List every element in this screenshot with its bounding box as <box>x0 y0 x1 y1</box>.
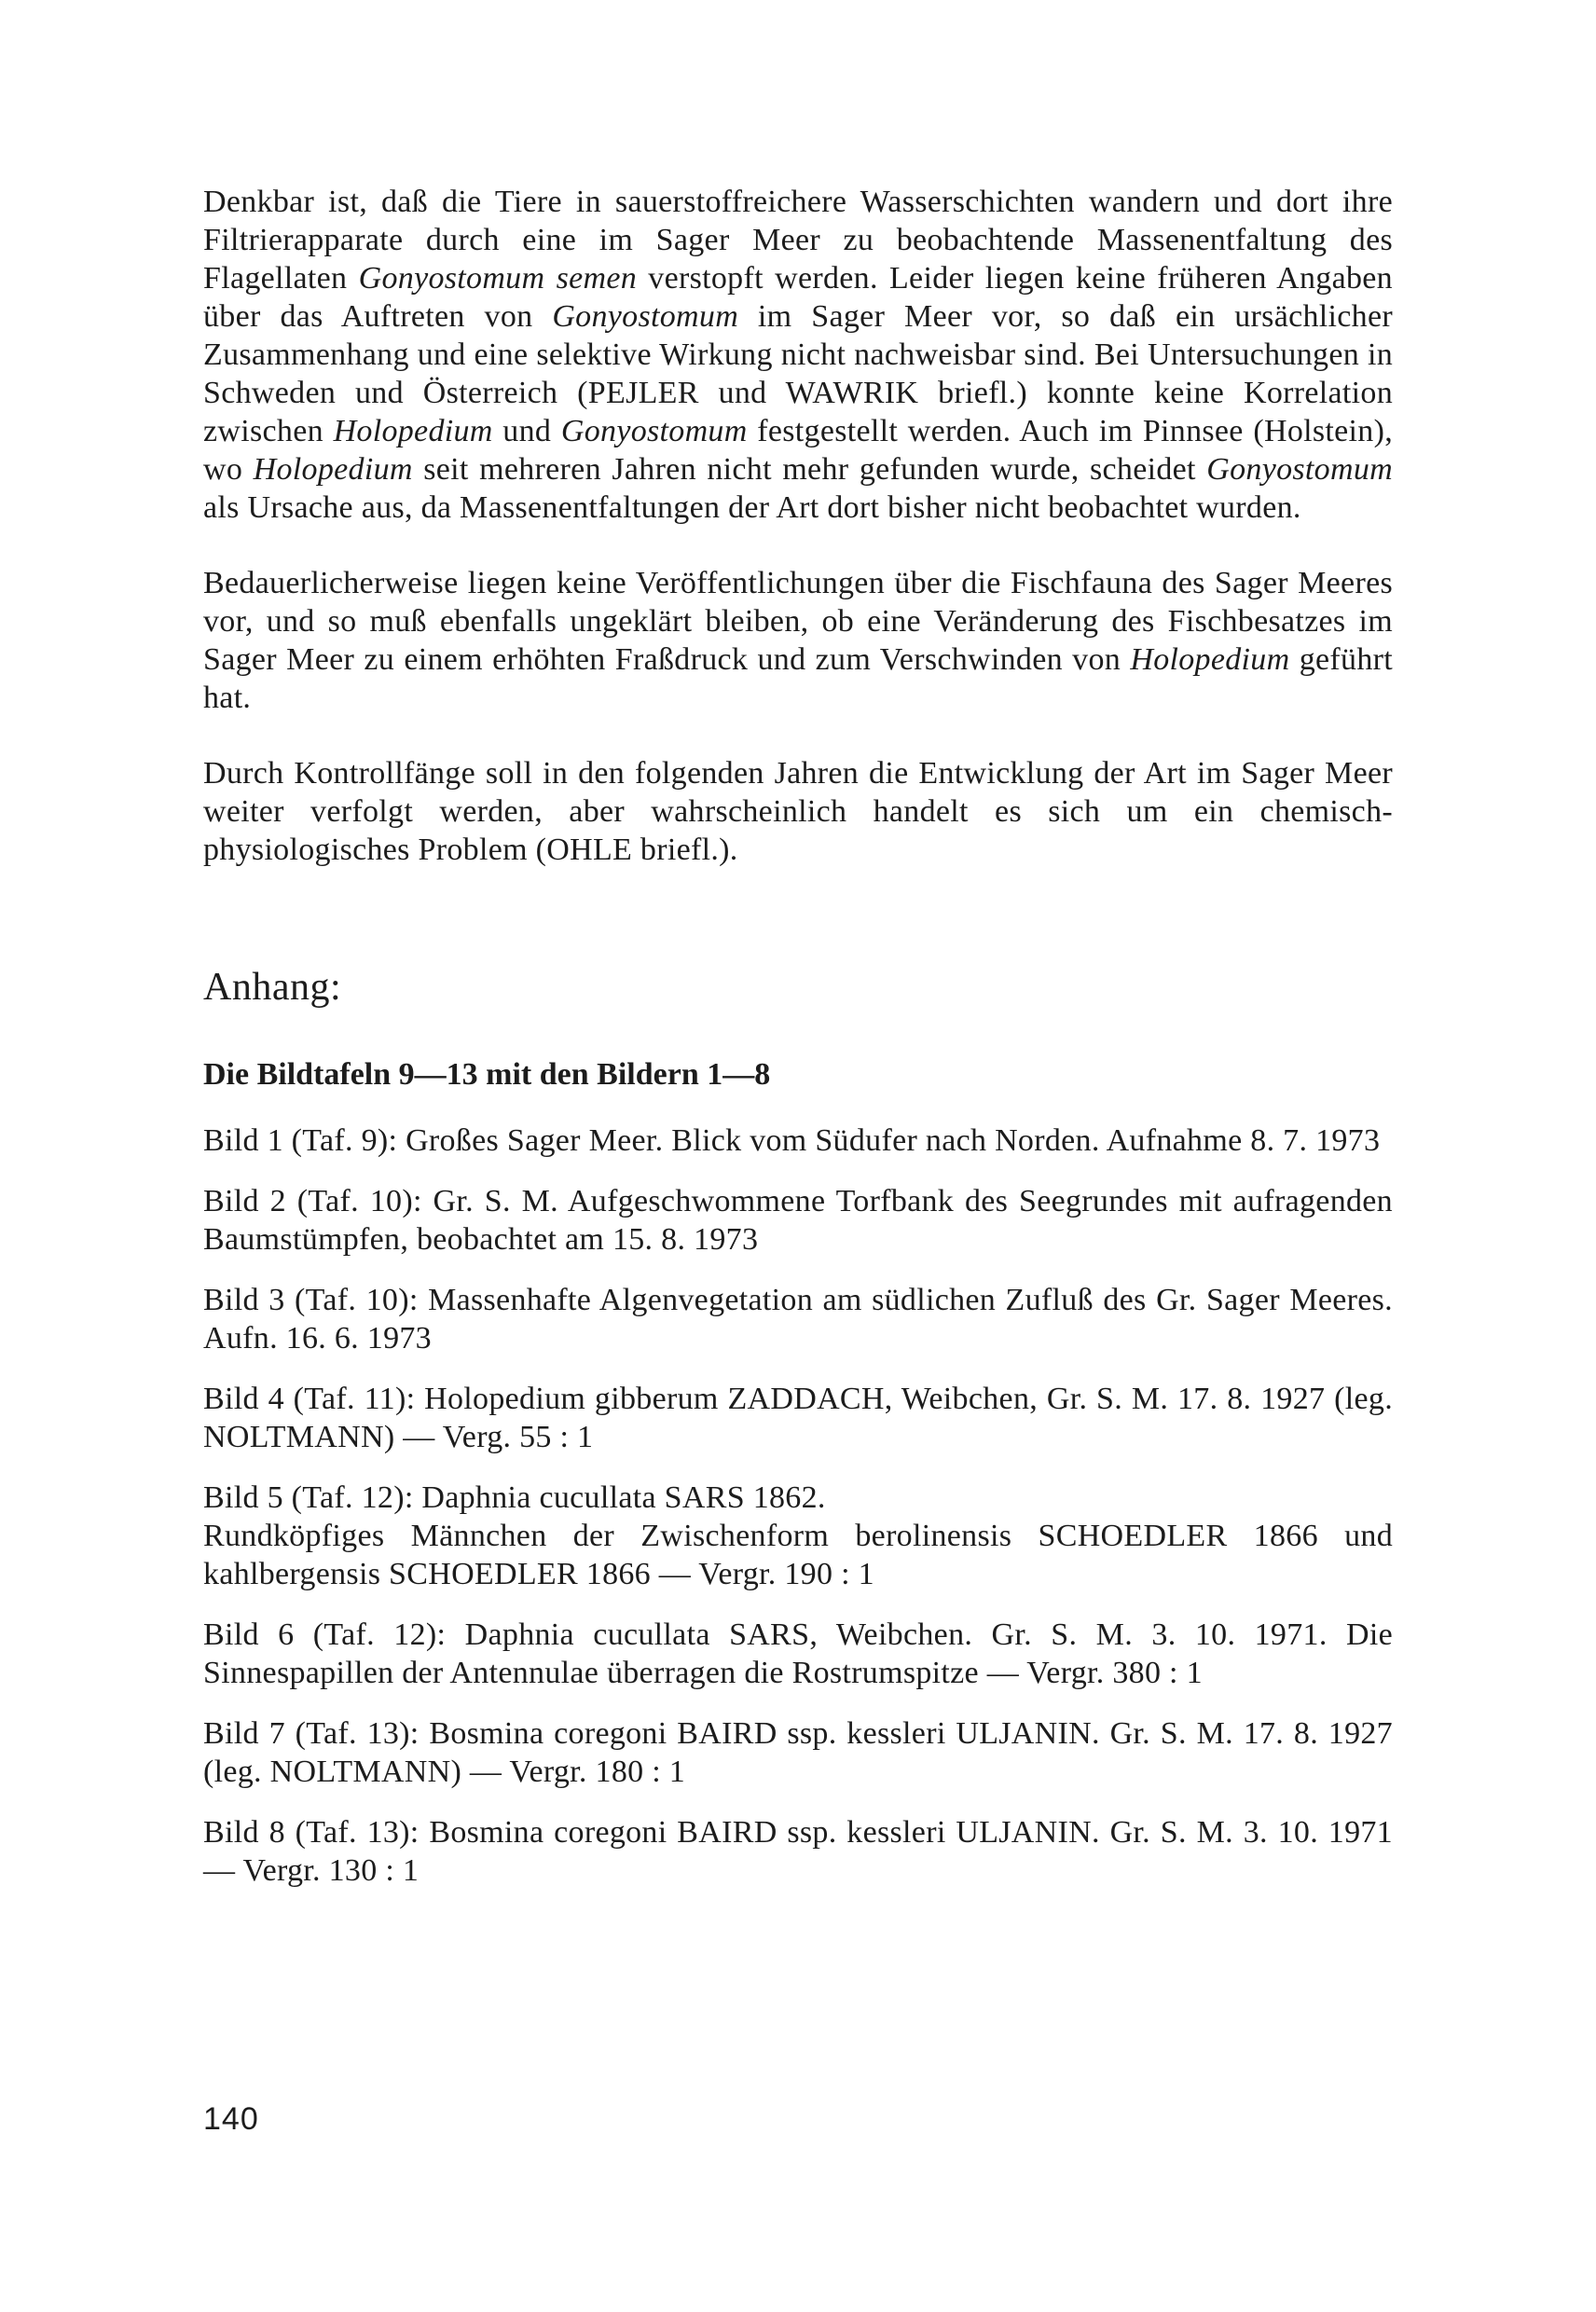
appendix-heading: Anhang: <box>203 966 342 1009</box>
page-content <box>203 183 1393 1912</box>
italic-term: Holopedium <box>1130 642 1290 677</box>
appendix-subheading: Die Bildtafeln 9—13 mit den Bildern 1—8 <box>203 1057 771 1092</box>
paragraph: Durch Kontrollfänge soll in den folgenden Jahren die Entwicklung der Art im Sager Meer weiter verfolgt werden, aber wahrscheinlich handelt es sich um ein chemisch-physiologisches Problem (OHLE briefl.). <box>203 756 1393 867</box>
figure-captions <box>203 1122 1393 1890</box>
figure-caption: Bild 3 (Taf. 10): Massenhafte Algenvegetation am südlichen Zufluß des Gr. Sager Meeres. Aufn. 16. 6. 1973 <box>203 1283 1393 1356</box>
body-text <box>203 183 1393 869</box>
paragraph: Denkbar ist, daß die Tiere in sauerstoffreichere Wasserschichten wandern und dort ihre Filtrierapparate durch eine im Sager Meer zu beobachtende Massenentfaltung des Flagellaten Gonyostomum semen verstopft werden. Leider liegen keine früheren Angaben über das Auftreten von Gonyostomum im Sager Meer vor, so daß ein ursächlicher Zusammenhang und eine selektive Wirkung nicht nachweisbar sind. Bei Untersuchungen in Schweden und Österreich (PEJLER und WAWRIK briefl.) konnte keine Korrelation zwischen Holopedium und Gonyostomum festgestellt werden. Auch im Pinnsee (Holstein), wo Holopedium seit mehreren Jahren nicht mehr gefunden wurde, scheidet Gonyostomum als Ursache aus, da Massenentfaltungen der Art dort bisher nicht beobachtet wurden. <box>203 185 1394 525</box>
italic-term: Holopedium <box>333 414 493 448</box>
figure-caption: Bild 7 (Taf. 13): Bosmina coregoni BAIRD ssp. kessleri ULJANIN. Gr. S. M. 17. 8. 1927 (leg. NOLTMANN) — Vergr. 180 : 1 <box>203 1716 1393 1789</box>
italic-term: Gonyostomum <box>552 299 739 334</box>
figure-caption: Bild 2 (Taf. 10): Gr. S. M. Aufgeschwommene Torfbank des Seegrundes mit aufragenden Baumstümpfen, beobachtet am 15. 8. 1973 <box>203 1184 1393 1257</box>
italic-term: Gonyostomum <box>560 414 748 448</box>
italic-term: Gonyostomum semen <box>358 261 638 296</box>
page-number: 140 <box>203 2101 259 2137</box>
figure-caption: Bild 4 (Taf. 11): Holopedium gibberum ZADDACH, Weibchen, Gr. S. M. 17. 8. 1927 (leg. NOLTMANN) — Verg. 55 : 1 <box>203 1382 1393 1454</box>
figure-caption: Bild 8 (Taf. 13): Bosmina coregoni BAIRD ssp. kessleri ULJANIN. Gr. S. M. 3. 10. 1971 — Vergr. 130 : 1 <box>203 1815 1393 1888</box>
figure-caption: Bild 1 (Taf. 9): Großes Sager Meer. Blick vom Südufer nach Norden. Aufnahme 8. 7. 1973 <box>203 1123 1381 1158</box>
figure-caption: Bild 6 (Taf. 12): Daphnia cucullata SARS, Weibchen. Gr. S. M. 3. 10. 1971. Die Sinnespapillen der Antennulae überragen die Rostrumspitze — Vergr. 380 : 1 <box>203 1617 1393 1690</box>
italic-term: Holopedium <box>253 452 413 487</box>
paragraph: Bedauerlicherweise liegen keine Veröffentlichungen über die Fischfauna des Sager Meeres vor, und so muß ebenfalls ungeklärt bleiben, ob eine Veränderung des Fischbesatzes im Sager Meer zu einem erhöhten Fraßdruck und zum Verschwinden von Holopedium geführt hat. <box>203 566 1393 715</box>
figure-caption: Bild 5 (Taf. 12): Daphnia cucullata SARS 1862. Rundköpfiges Männchen der Zwischenform berolinensis SCHOEDLER 1866 und kahlbergensis SCHOEDLER 1866 — Vergr. 190 : 1 <box>203 1480 1393 1591</box>
italic-term: Gonyostomum <box>1206 452 1393 487</box>
